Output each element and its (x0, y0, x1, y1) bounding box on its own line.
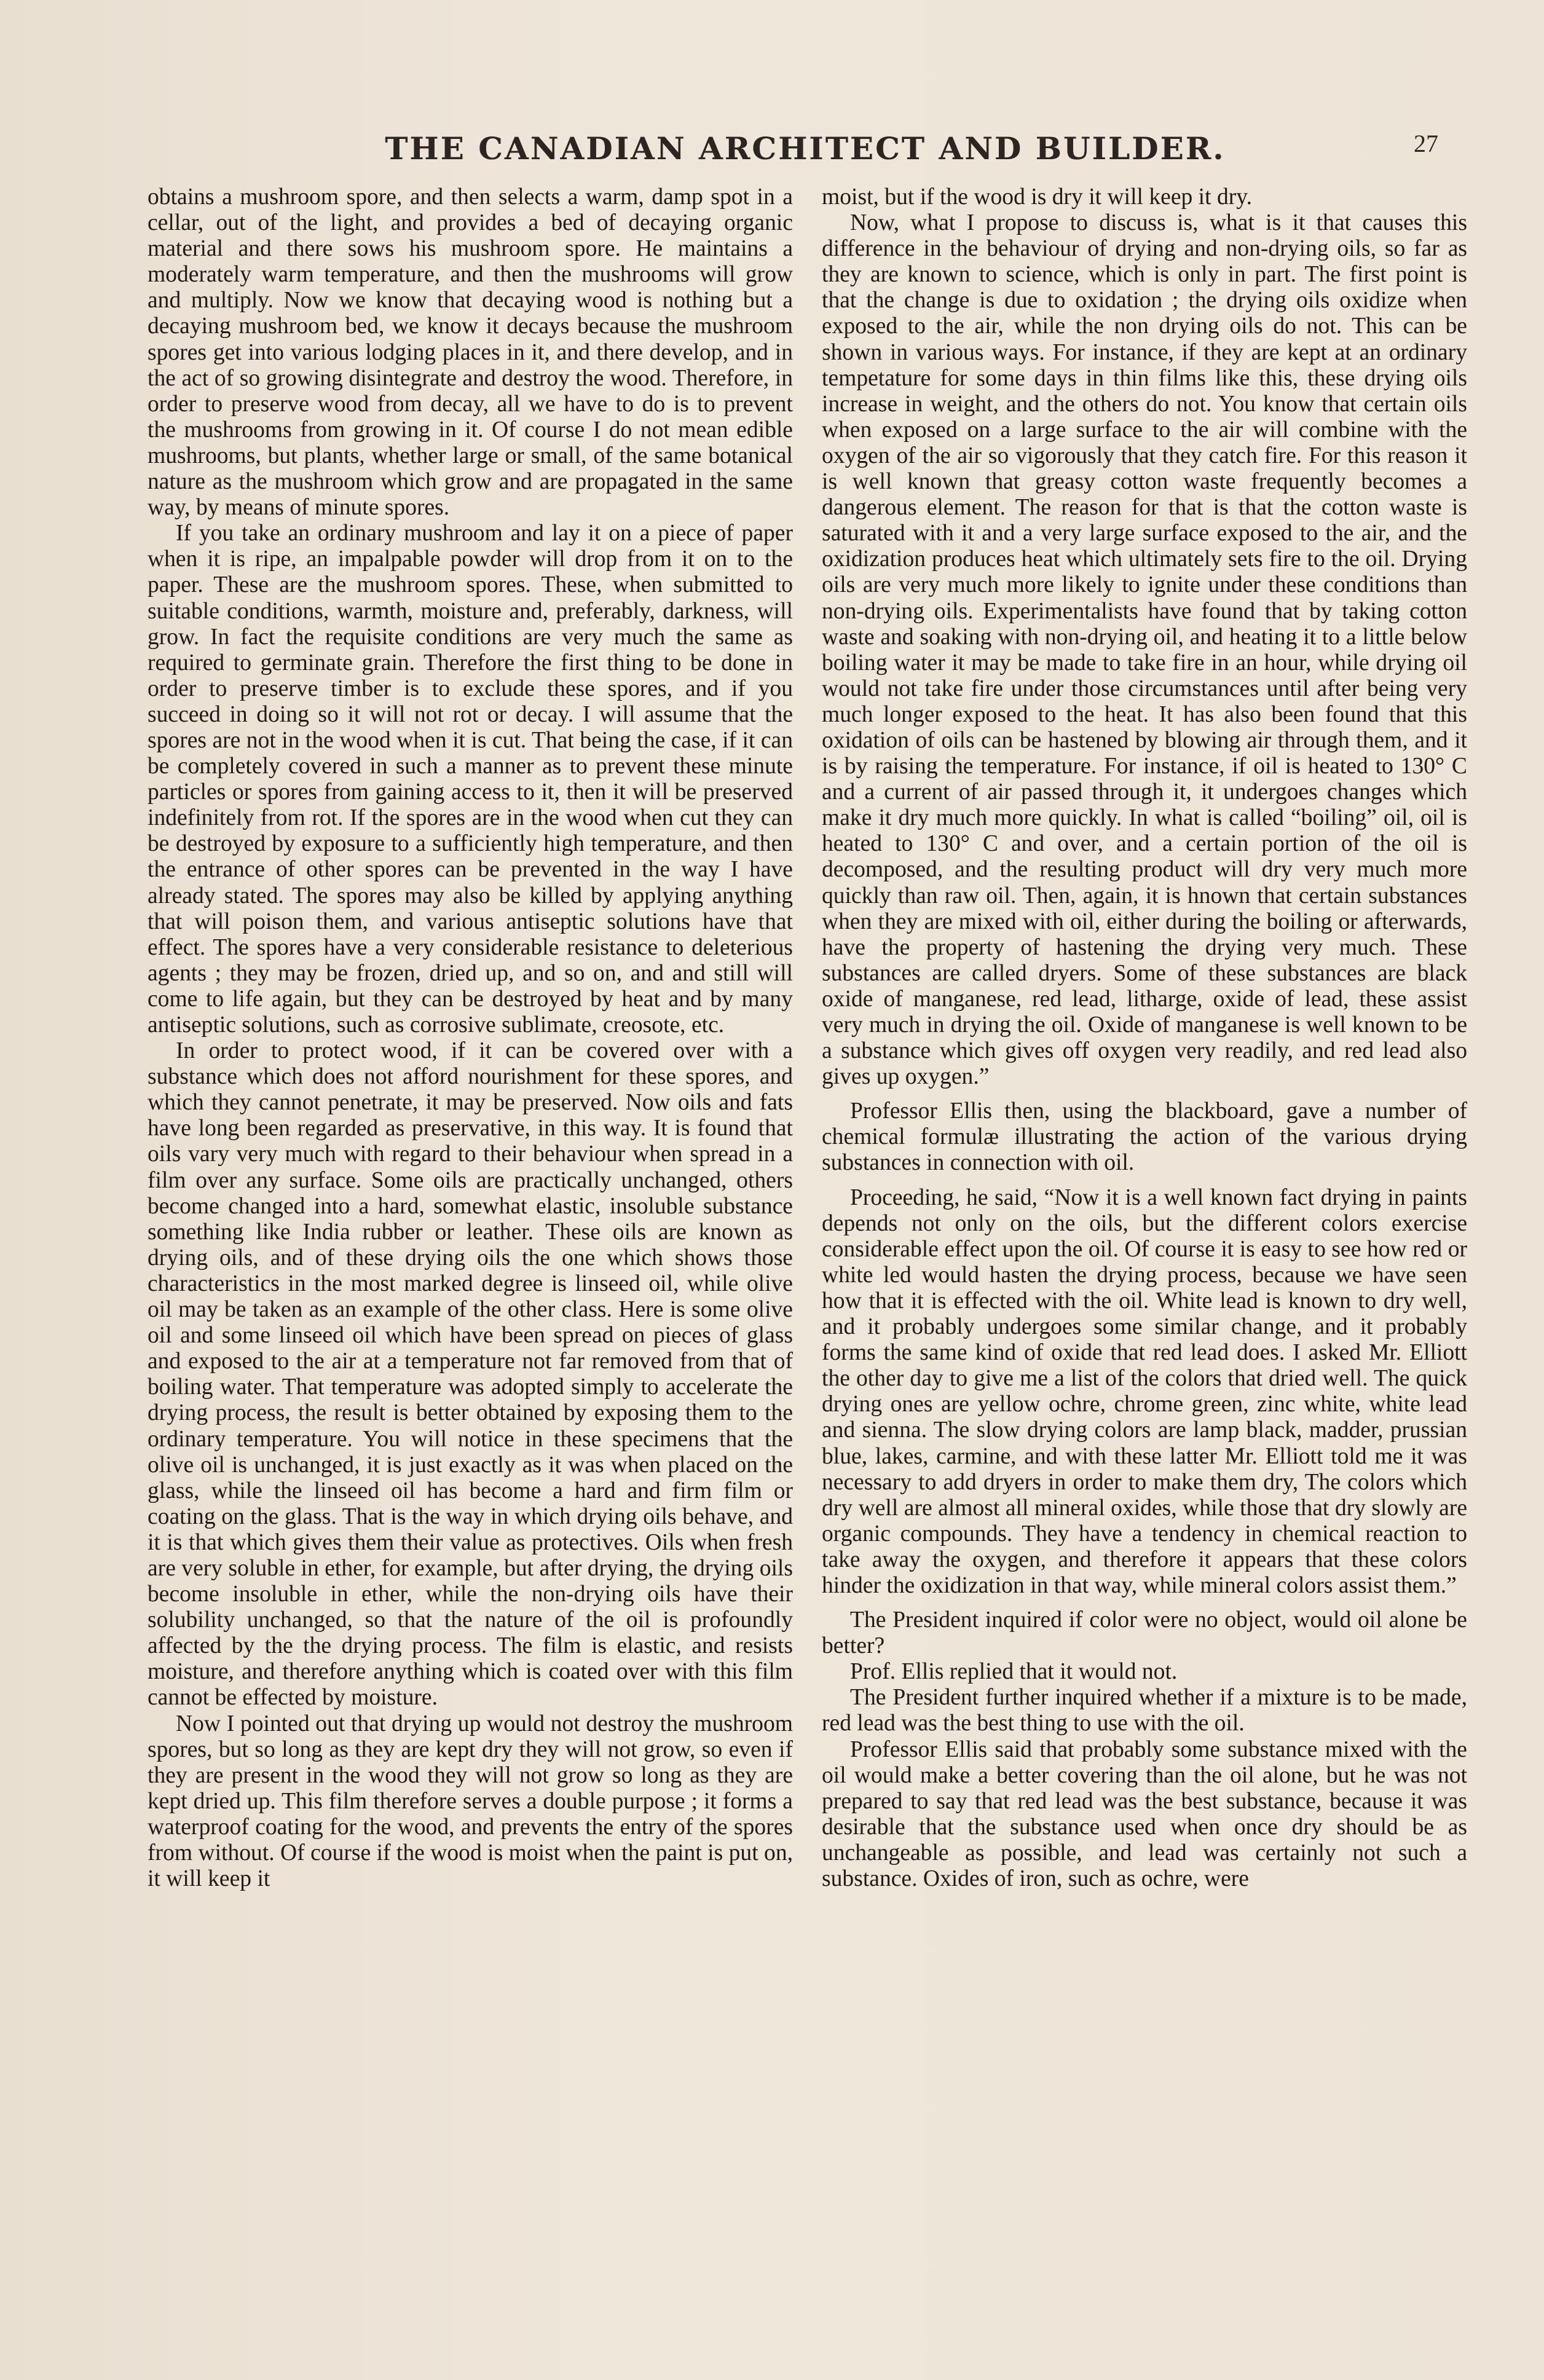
paragraph: The President further inquired whether if a mixture is to be made, red lead was the best thing to use with the oil. (822, 1685, 1467, 1736)
paragraph: The President inquired if color were no object, would oil alone be better? (822, 1607, 1467, 1659)
right-column (822, 184, 1467, 1892)
paragraph: Proceeding, he said, “Now it is a well known fact drying in paints depends not only on the oils, but the different colors exercise considerable effect upon the oil. Of course it is easy to see how red or white led would hasten the drying process, because we have seen how that it is effected with the oil. White lead is known to dry well, and it probably undergoes some similar change, and it probably forms the same kind of oxide that red lead does. I asked Mr. Elliott the other day to give me a list of the colors that dried well. The quick drying ones are yellow ochre, chrome green, zinc white, white lead and sienna. The slow drying colors are lamp black, madder, prussian blue, lakes, carmine, and with these latter Mr. Elliott told me it was necessary to add dryers in order to make them dry, The colors which dry well are almost all mineral oxides, while those that dry slowly are organic compounds. They have a tendency in chemical reaction to take away the oxygen, and therefore it appears that these colors hinder the oxidization in that way, while mineral colors assist them.” (822, 1184, 1467, 1598)
paragraph: Now, what I propose to discuss is, what is it that causes this difference in the behaviour of drying and non-drying oils, so far as they are known to science, which is only in part. The first point is that the change is due to oxidation ; the drying oils oxidize when exposed to the air, while the non drying oils do not. This can be shown in various ways. For instance, if they are kept at an ordinary tempetature for some days in thin films like this, these drying oils increase in weight, and the others do not. You know that certain oils when exposed on a large surface to the air will combine with the oxygen of the air so vigorously that they catch fire. For this reason it is well known that greasy cotton waste frequently becomes a dangerous element. The reason for that is that the cotton waste is saturated with it and a very large surface exposed to the air, and the oxidization produces heat which ultimately sets fire to the oil. Drying oils are very much more likely to ignite under these conditions than non-drying oils. Experimentalists have found that by taking cotton waste and soaking with non-drying oil, and heating it to a little below boiling water it may be made to take fire in an hour, while drying oil would not take fire under those circumstances until after being very much longer exposed to the heat. It has also been found that this oxidation of oils can be hastened by blowing air through them, and it is by raising the temperature. For instance, if oil is heated to 130° C and a current of air passed through it, it undergoes changes which make it dry much more quickly. In what is called “boiling” oil, oil is heated to 130° C and over, and a certain portion of the oil is decomposed, and the resulting product will dry very much more quickly than raw oil. Then, again, it is hnown that certain substances when they are mixed with oil, either during the boiling or afterwards, have the property of hastening the drying very much. These substances are called dryers. Some of these substances are black oxide of manganese, red lead, litharge, oxide of lead, these assist very much in drying the oil. Oxide of manganese is well known to be a substance which gives off oxygen very readily, and red lead also gives up oxygen.” (822, 210, 1467, 1090)
paragraph: Professor Ellis said that probably some substance mixed with the oil would make a better covering than the oil alone, but he was not prepared to say that red lead was the best substance, because it was desirable that the substance used when once dry should be as unchangeable as possible, and lead was certainly not such a substance. Oxides of iron, such as ochre, were (822, 1736, 1467, 1891)
page-number: 27 (1414, 130, 1438, 157)
paragraph: Now I pointed out that drying up would not destroy the mushroom spores, but so long as they are kept dry they will not grow, so even if they are present in the wood they will not grow so long as they are kept dried up. This film therefore serves a double purpose ; it forms a waterproof coating for the wood, and prevents the entry of the spores from without. Of course if the wood is moist when the paint is put on, it will keep it (148, 1711, 793, 1892)
masthead-title: THE CANADIAN ARCHITECT AND BUILDER. (385, 130, 1226, 167)
paragraph: If you take an ordinary mushroom and lay it on a piece of paper when it is ripe, an impalpable powder will drop from it on to the paper. These are the mushroom spores. These, when submitted to suitable conditions, warmth, moisture and, preferably, darkness, will grow. In fact the requisite conditions are very much the same as required to germinate grain. Therefore the first thing to be done in order to preserve timber is to exclude these spores, and if you succeed in doing so it will not rot or decay. I will assume that the spores are not in the wood when it is cut. That being the case, if it can be completely covered in such a manner as to prevent these minute particles or spores from gaining access to it, then it will be preserved indefinitely from rot. If the spores are in the wood when cut they can be destroyed by exposure to a sufficiently high temperature, and then the entrance of other spores can be prevented in the way I have already stated. The spores may also be killed by applying anything that will poison them, and various antiseptic solutions have that effect. The spores have a very considerable resistance to deleterious agents ; they may be frozen, dried up, and so on, and and still will come to life again, but they can be destroyed by heat and by many antiseptic solutions, such as corrosive sublimate, creosote, etc. (148, 521, 793, 1038)
paragraph: Prof. Ellis replied that it would not. (850, 1659, 1178, 1685)
paragraph: moist, but if the wood is dry it will keep it dry. (822, 184, 1253, 210)
page-header (154, 130, 1457, 173)
left-column (148, 184, 793, 1892)
paragraph: obtains a mushroom spore, and then selects a warm, damp spot in a cellar, out of the light, and provides a bed of decaying organic material and there sows his mushroom spore. He maintains a moderately warm temperature, and then the mushrooms will grow and multiply. Now we know that decaying wood is nothing but a decaying mushroom bed, we know it decays because the mushroom spores get into various lodging places in it, and there develop, and in the act of so growing disintegrate and destroy the wood. Therefore, in order to preserve wood from decay, all we have to do is to prevent the mushrooms from growing in it. Of course I do not mean edible mushrooms, but plants, whether large or small, of the same botanical nature as the mushroom which grow and are propagated in the same way, by means of minute spores. (148, 184, 793, 521)
paragraph: In order to protect wood, if it can be covered over with a substance which does not afford nourishment for these spores, and which they cannot penetrate, it may be preserved. Now oils and fats have long been regarded as preservative, in this way. It is found that oils vary very much with regard to their behaviour when spread in a film over any surface. Some oils are practically unchanged, others become changed into a hard, somewhat elastic, insoluble substance something like India rubber or leather. These oils are known as drying oils, and of these drying oils the one which shows those characteristics in the most marked degree is linseed oil, while olive oil may be taken as an example of the other class. Here is some olive oil and some linseed oil which have been spread on pieces of glass and exposed to the air at a temperature not far removed from that of boiling water. That temperature was adopted simply to accelerate the drying process, the result is better obtained by exposing them to the ordinary temperature. You will notice in these specimens that the olive oil is unchanged, it is just exactly as it was when placed on the glass, while the linseed oil has become a hard and firm film or coating on the glass. That is the way in which drying oils behave, and it is that which gives them their value as protectives. Oils when fresh are very soluble in ether, for example, but after drying, the drying oils become insoluble in ether, while the non-drying oils have their solubility unchanged, so that the nature of the oil is profoundly affected by the the drying process. The film is elastic, and resists moisture, and therefore anything which is coated over with this film cannot be effected by moisture. (148, 1038, 793, 1711)
paragraph: Professor Ellis then, using the blackboard, gave a number of chemical formulæ illustrating the action of the various drying substances in connection with oil. (822, 1098, 1467, 1176)
